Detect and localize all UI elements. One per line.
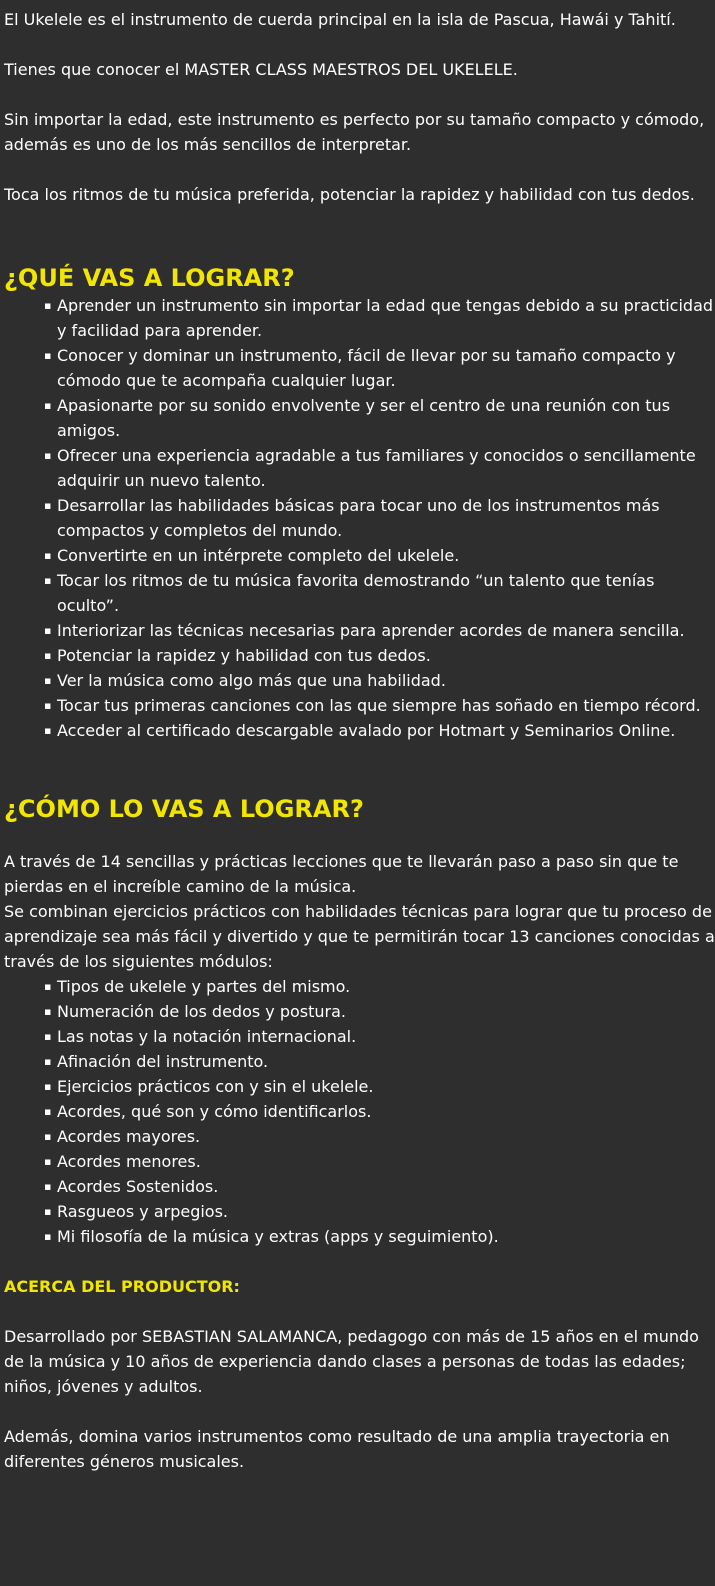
list-item: ▪ Desarrollar las habilidades básicas para tocar uno de los instrumentos más compactos y completos del mundo. [44,493,715,543]
list-item: ▪ Ejercicios prácticos con y sin el ukelele. [44,1074,715,1099]
intro-paragraph-1: El Ukelele es el instrumento de cuerda principal en la isla de Pascua, Hawái y Tahití. [4,10,676,29]
list-item: ▪ Afinación del instrumento. [44,1049,715,1074]
como-paragraph-2: Se combinan ejercicios prácticos con habilidades técnicas para lograr que tu proceso de aprendizaje sea más fácil y divertido y que te permitirán tocar 13 canciones conocidas a través de los siguientes módulos: [4,902,715,971]
heading-que-vas-a-lograr: ¿QUÉ VAS A LOGRAR? [4,264,295,292]
productor-paragraph-2: Además, domina varios instrumentos como resultado de una amplia trayectoria en diferentes géneros musicales. [4,1427,670,1471]
como-paragraph-1: A través de 14 sencillas y prácticas lecciones que te llevarán paso a paso sin que te pierdas en el increíble camino de la música. [4,852,679,896]
list-item: ▪ Convertirte en un intérprete completo del ukelele. [44,543,715,568]
intro-paragraph-3: Sin importar la edad, este instrumento es perfecto por su tamaño compacto y cómodo, además es uno de los más sencillos de interpretar. [4,110,705,154]
list-item: ▪ Numeración de los dedos y postura. [44,999,715,1024]
list-item: ▪ Potenciar la rapidez y habilidad con tus dedos. [44,643,715,668]
intro-paragraph-4: Toca los ritmos de tu música preferida, potenciar la rapidez y habilidad con tus dedos. [4,185,695,204]
list-item: ▪ Conocer y dominar un instrumento, fácil de llevar por su tamaño compacto y cómodo que te acompaña cualquier lugar. [44,343,715,393]
list-item: ▪ Tipos de ukelele y partes del mismo. [44,974,715,999]
list-item: ▪ Acordes Sostenidos. [44,1174,715,1199]
lograr-list [4,293,715,743]
productor-paragraph-1: Desarrollado por SEBASTIAN SALAMANCA, pedagogo con más de 15 años en el mundo de la música y 10 años de experiencia dando clases a personas de todas las edades; niños, jóvenes y adultos. [4,1327,699,1396]
list-item: ▪ Apasionarte por su sonido envolvente y ser el centro de una reunión con tus amigos. [44,393,715,443]
list-item: ▪ Tocar los ritmos de tu música favorita demostrando “un talento que tenías oculto”. [44,568,715,618]
list-item: ▪ Acceder al certificado descargable avalado por Hotmart y Seminarios Online. [44,718,715,743]
list-item: ▪ Ver la música como algo más que una habilidad. [44,668,715,693]
list-item: ▪ Tocar tus primeras canciones con las que siempre has soñado en tiempo récord. [44,693,715,718]
list-item: ▪ Acordes menores. [44,1149,715,1174]
list-item: ▪ Acordes, qué son y cómo identificarlos. [44,1099,715,1124]
list-item: ▪ Las notas y la notación internacional. [44,1024,715,1049]
heading-como-lo-vas-a-lograr: ¿CÓMO LO VAS A LOGRAR? [4,795,364,823]
list-item: ▪ Acordes mayores. [44,1124,715,1149]
modules-list [4,974,715,1249]
list-item: ▪ Aprender un instrumento sin importar la edad que tengas debido a su practicidad y facilidad para aprender. [44,293,715,343]
list-item: ▪ Ofrecer una experiencia agradable a tus familiares y conocidos o sencillamente adquirir un nuevo talento. [44,443,715,493]
list-item: ▪ Rasgueos y arpegios. [44,1199,715,1224]
list-item: ▪ Interiorizar las técnicas necesarias para aprender acordes de manera sencilla. [44,618,715,643]
intro-paragraph-2: Tienes que conocer el MASTER CLASS MAESTROS DEL UKELELE. [4,60,518,79]
list-item: ▪ Mi filosofía de la música y extras (apps y seguimiento). [44,1224,715,1249]
heading-acerca-del-productor: ACERCA DEL PRODUCTOR: [4,1277,240,1296]
